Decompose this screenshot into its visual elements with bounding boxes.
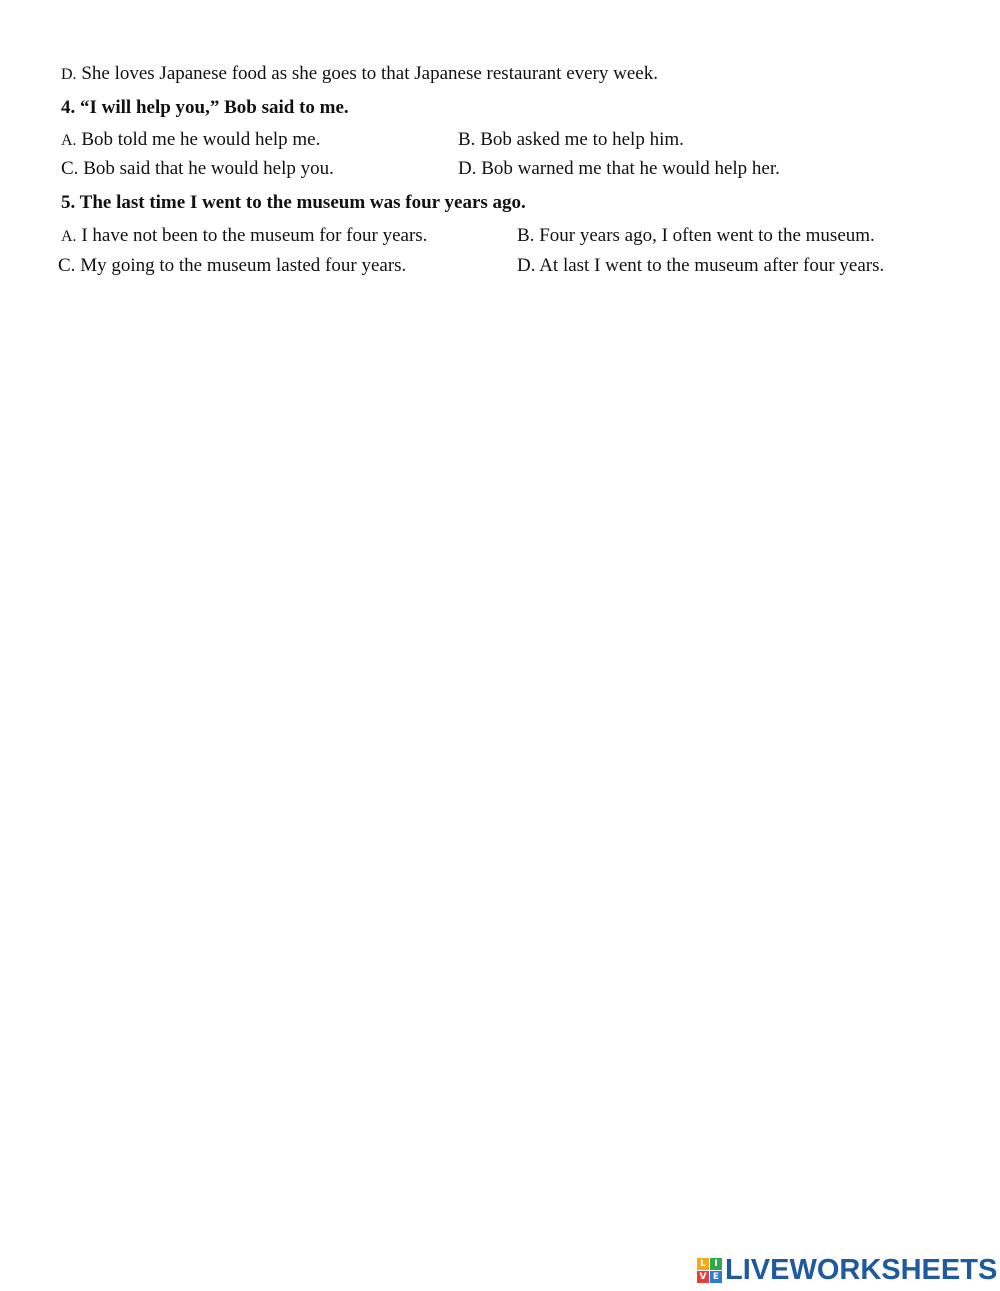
q5-option-c	[58, 255, 406, 277]
logo-text: LIVEWORKSHEETS	[725, 1253, 998, 1286]
option-text: I have not been to the museum for four years.	[81, 225, 428, 246]
logo-tile: L	[697, 1258, 709, 1270]
q5-prompt: 5. The last time I went to the museum was four years ago.	[61, 192, 526, 213]
q5-option-d	[517, 255, 884, 277]
logo-tile: V	[697, 1271, 709, 1283]
option-letter: D.	[458, 158, 477, 179]
q4-option-c	[61, 158, 334, 180]
option-letter: D.	[61, 66, 77, 83]
q5-option-a	[61, 225, 427, 248]
option-text: Four years ago, I often went to the museum.	[539, 225, 875, 246]
option-text: At last I went to the museum after four years.	[539, 255, 885, 276]
option-letter: B.	[458, 129, 476, 150]
option-letter: B.	[517, 225, 535, 246]
logo-tile: E	[710, 1271, 722, 1283]
option-letter: A.	[61, 132, 77, 149]
option-text: Bob warned me that he would help her.	[481, 158, 780, 179]
q4-option-a	[61, 129, 320, 152]
logo-tile: I	[710, 1258, 722, 1270]
option-text: Bob told me he would help me.	[81, 129, 321, 150]
q5-option-b	[517, 225, 875, 247]
liveworksheets-logo	[697, 1253, 997, 1287]
q4-prompt: 4. “I will help you,” Bob said to me.	[61, 97, 349, 118]
q3-option-d	[61, 63, 658, 86]
option-text: Bob asked me to help him.	[480, 129, 684, 150]
option-letter: C.	[61, 158, 79, 179]
option-letter: D.	[517, 255, 536, 276]
option-text: Bob said that he would help you.	[83, 158, 334, 179]
option-text: My going to the museum lasted four years.	[80, 255, 407, 276]
option-text: She loves Japanese food as she goes to that Japanese restaurant every week.	[81, 63, 658, 84]
q4-option-b	[458, 129, 684, 151]
logo-mark-icon	[697, 1258, 722, 1283]
option-letter: C.	[58, 255, 76, 276]
option-letter: A.	[61, 228, 77, 245]
q4-option-d	[458, 158, 780, 180]
